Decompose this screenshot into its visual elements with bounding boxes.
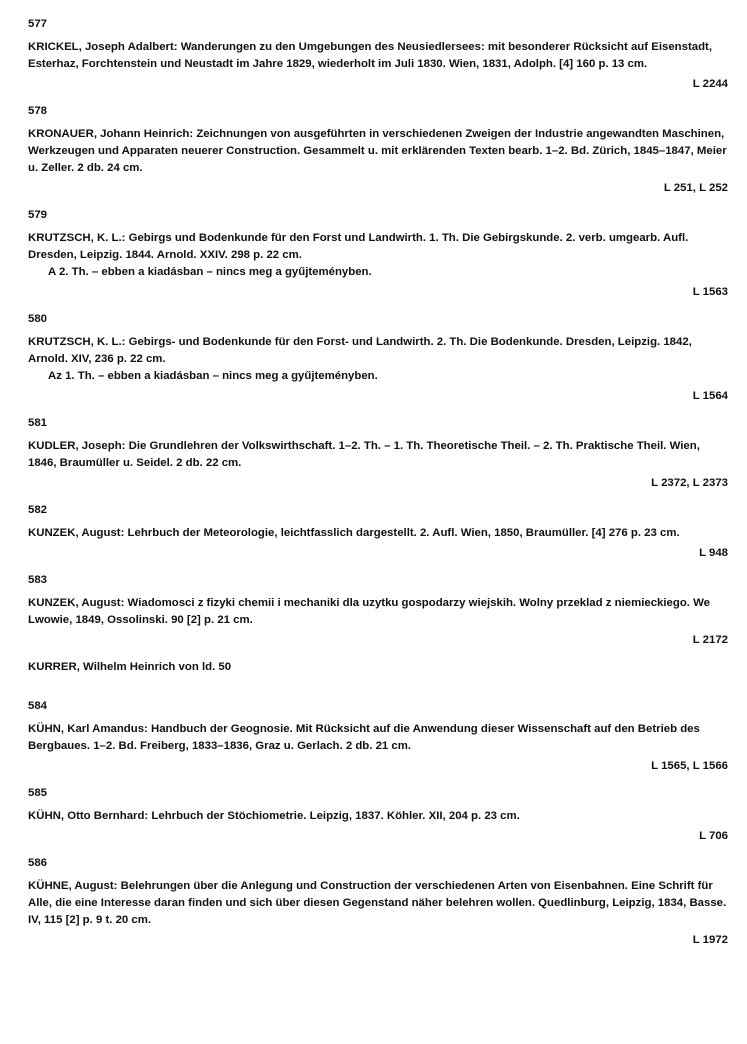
shelf-mark: L 706 [699, 830, 728, 842]
entry-text: KUNZEK, August: Lehrbuch der Meteorologie, leichtfasslich dargestellt. 2. Aufl. Wien, 1850, Braumüller. [4] 276 p. 23 cm. [28, 527, 680, 539]
catalog-entry-581 [28, 415, 728, 492]
entry-text: KUDLER, Joseph: Die Grundlehren der Volkswirthschaft. 1–2. Th. – 1. Th. Theoretische Theil. – 2. Th. Praktische Theil. Wien, 1846, Braumüller u. Seidel. 2 db. 22 cm. [28, 440, 700, 469]
shelf-mark: L 1972 [692, 934, 728, 946]
entry-text: KÜHN, Karl Amandus: Handbuch der Geognosie. Mit Rücksicht auf die Anwendung dieser Wissenschaft auf den Betrieb des Bergbaues. 1–2. Bd. Freiberg, 1833–1836, Graz u. Gerlach. 2 db. 21 cm. [28, 723, 700, 752]
catalog-entry-582 [28, 502, 728, 562]
entry-text: KRONAUER, Johann Heinrich: Zeichnungen von ausgeführten in verschiedenen Zweigen der Industrie angewandten Maschinen, Werkzeugen und Apparaten neuerer Construction. Gesammelt u. mit erklärenden Texten bearb. 1–2. Bd. Zürich, 1845–1847, Meier u. Zeller. 2 db. 24 cm. [28, 128, 727, 174]
entry-number: 579 [28, 209, 48, 221]
cross-reference: KURRER, Wilhelm Heinrich von ld. 50 [28, 661, 232, 673]
catalog-entry-577 [28, 16, 728, 93]
shelf-mark: L 251, L 252 [663, 182, 728, 194]
catalog-entry-584 [28, 698, 728, 775]
shelf-mark: L 2172 [692, 634, 728, 646]
entry-text: KRUTZSCH, K. L.: Gebirgs- und Bodenkunde für den Forst- und Landwirth. 2. Th. Die Bodenkunde. Dresden, Leipzig. 1842, Arnold. XIV, 236 p. 22 cm. [28, 336, 692, 365]
entry-number: 578 [28, 105, 48, 117]
entry-number: 583 [28, 574, 48, 586]
catalog-entry-579 [28, 207, 728, 301]
catalog-entry-578 [28, 103, 728, 197]
entry-text: KÜHNE, August: Belehrungen über die Anlegung und Construction der verschiedenen Arten von Eisenbahnen. Eine Schrift für Alle, die eine Interesse daran finden und sich über diesen Gegenstand näher belehren wollen. Quedlinburg, Leipzig, 1834, Basse. IV, 115 [2] p. 9 t. 20 cm. [28, 880, 727, 926]
catalog-page [28, 16, 728, 959]
shelf-mark: L 2372, L 2373 [651, 477, 728, 489]
entry-number: 581 [28, 417, 48, 429]
shelf-mark: L 1563 [692, 286, 728, 298]
entry-number: 584 [28, 700, 48, 712]
entry-text: KRICKEL, Joseph Adalbert: Wanderungen zu den Umgebungen des Neusiedlersees: mit besonderer Rücksicht auf Eisenstadt, Esterhaz, Forchtenstein und Neustadt im Jahre 1829, wiederholt im Juli 1830. Wien, 1831, Adolph. [4] 160 p. 13 cm. [28, 41, 712, 70]
catalog-entry-585 [28, 785, 728, 845]
entry-number: 580 [28, 313, 48, 325]
entry-text: KUNZEK, August: Wiadomosci z fizyki chemii i mechaniki dla uzytku gospodarzy wiejskih. Wolny przeklad z niemieckiego. We Lwowie, 1849, Ossolinski. 90 [2] p. 21 cm. [28, 597, 711, 626]
shelf-mark: L 1564 [692, 390, 728, 402]
entry-number: 582 [28, 504, 48, 516]
entry-text: KRUTZSCH, K. L.: Gebirgs und Bodenkunde für den Forst und Landwirth. 1. Th. Die Gebirgskunde. 2. verb. umgearb. Aufl. Dresden, Leipzig. 1844. Arnold. XXIV. 298 p. 22 cm. [28, 232, 689, 261]
entry-number: 577 [28, 18, 48, 30]
shelf-mark: L 2244 [692, 78, 728, 90]
entry-number: 586 [28, 857, 48, 869]
catalog-entry-583 [28, 572, 728, 649]
entry-note: A 2. Th. – ebben a kiadásban – nincs meg a gyűjteményben. [48, 266, 372, 278]
entry-number: 585 [28, 787, 48, 799]
entry-note: Az 1. Th. – ebben a kiadásban – nincs meg a gyűjteményben. [48, 370, 378, 382]
catalog-entry-586 [28, 855, 728, 949]
catalog-entry-580 [28, 311, 728, 405]
entry-text: KÜHN, Otto Bernhard: Lehrbuch der Stöchiometrie. Leipzig, 1837. Köhler. XII, 204 p. 23 cm. [28, 810, 520, 822]
shelf-mark: L 948 [699, 547, 728, 559]
shelf-mark: L 1565, L 1566 [651, 760, 728, 772]
